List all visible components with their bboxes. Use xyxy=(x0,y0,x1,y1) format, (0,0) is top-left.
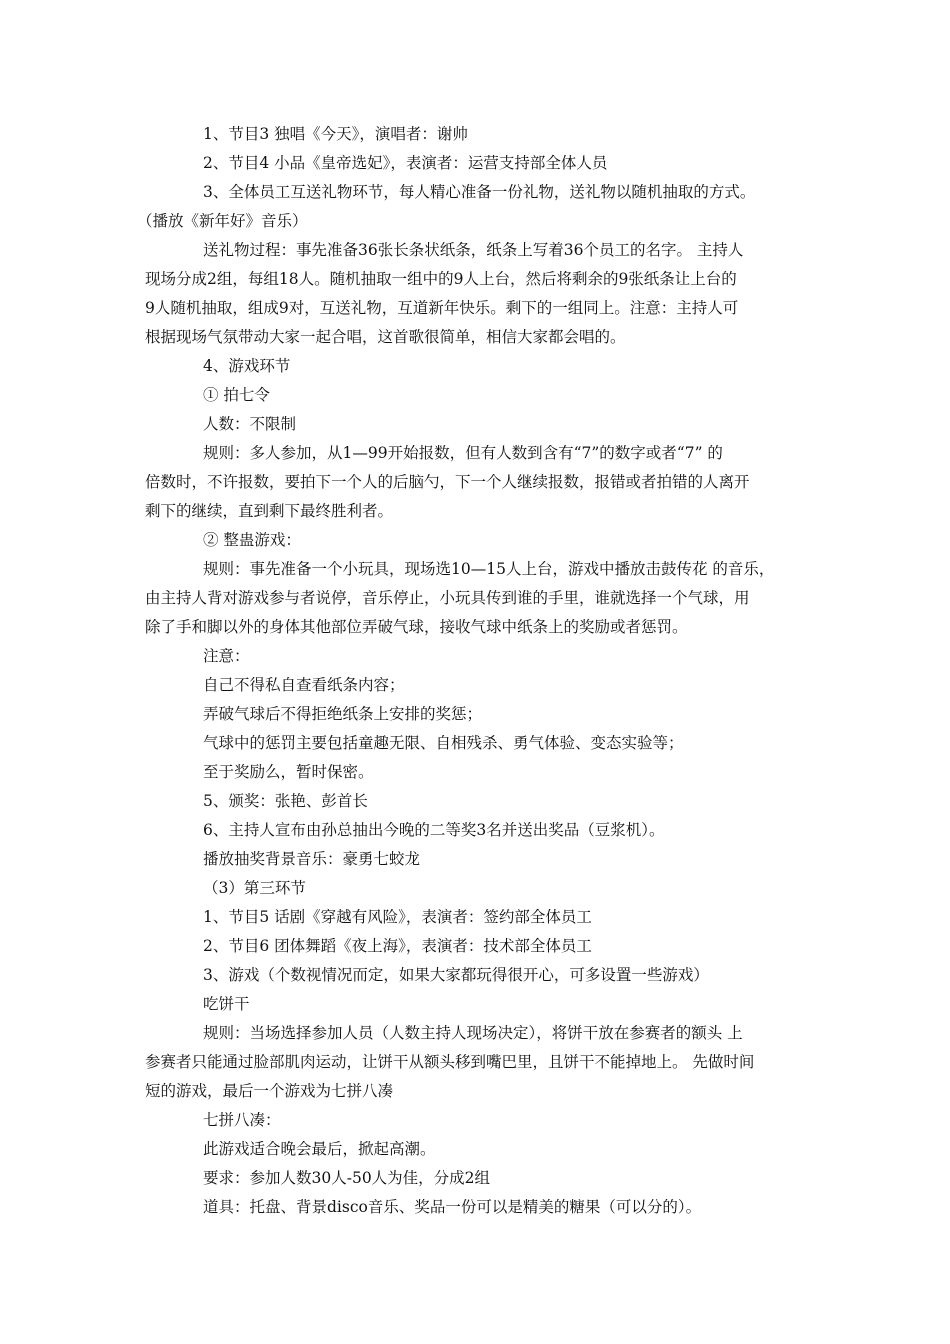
text-line: 吃饼干 xyxy=(203,995,250,1013)
text-line: 由主持人背对游戏参与者说停，音乐停止，小玩具传到谁的手里，谁就选择一个气球，用 xyxy=(145,589,750,607)
text-line: 倍数时，不许报数，要拍下一个人的后脑勺，下一个人继续报数，报错或者拍错的人离开 xyxy=(145,473,750,491)
text-line: 3、游戏（个数视情况而定，如果大家都玩得很开心，可多设置一些游戏） xyxy=(203,966,709,984)
text-line: 播放抽奖背景音乐：豪勇七蛟龙 xyxy=(203,850,421,868)
text-line: 道具：托盘、背景disco音乐、奖品一份可以是精美的糖果（可以分的）。 xyxy=(203,1198,702,1216)
text-line: 弄破气球后不得拒绝纸条上安排的奖惩； xyxy=(203,705,483,723)
text-line: ② 整蛊游戏： xyxy=(203,531,301,549)
text-line: 1、节目3 独唱《今天》，演唱者：谢帅 xyxy=(203,125,468,143)
text-line: 至于奖励么，暂时保密。 xyxy=(203,763,374,781)
text-line: 剩下的继续，直到剩下最终胜利者。 xyxy=(145,502,394,520)
text-line: 人数：不限制 xyxy=(203,415,297,433)
text-line: 5、颁奖：张艳、彭首长 xyxy=(203,792,368,810)
text-line: （播放《新年好》音乐） xyxy=(137,212,308,230)
text-line: 气球中的惩罚主要包括童趣无限、自相残杀、勇气体验、变态实验等； xyxy=(203,734,684,752)
text-line: 规则：多人参加，从1—99开始报数，但有人数到含有“7”的数字或者“7” 的 xyxy=(203,444,723,462)
text-line: 注意： xyxy=(203,647,250,665)
text-line: 规则：当场选择参加人员（人数主持人现场决定），将饼干放在参赛者的额头 上 xyxy=(203,1024,743,1042)
text-line: 现场分成2组，每组18人。随机抽取一组中的9人上台，然后将剩余的9张纸条让上台的 xyxy=(145,270,737,288)
text-line: 4、游戏环节 xyxy=(203,357,291,375)
text-line: 2、节目6 团体舞蹈《夜上海》，表演者：技术部全体员工 xyxy=(203,937,592,955)
text-line: 七拼八凑： xyxy=(203,1111,281,1129)
text-line: 根据现场气氛带动大家一起合唱，这首歌很简单，相信大家都会唱的。 xyxy=(145,328,626,346)
text-line: 3、全体员工互送礼物环节，每人精心准备一份礼物，送礼物以随机抽取的方式。 xyxy=(203,183,756,201)
text-line: ① 拍七令 xyxy=(203,386,270,404)
text-line: 自己不得私自查看纸条内容； xyxy=(203,676,405,694)
text-line: 9人随机抽取，组成9对，互送礼物，互道新年快乐。剩下的一组同上。注意：主持人可 xyxy=(145,299,739,317)
text-line: 1、节目5 话剧《穿越有风险》，表演者：签约部全体员工 xyxy=(203,908,592,926)
text-line: 6、主持人宣布由孙总抽出今晚的二等奖3名并送出奖品（豆浆机）。 xyxy=(203,821,665,839)
text-line: 规则：事先准备一个小玩具，现场选10—15人上台，游戏中播放击鼓传花 的音乐， xyxy=(203,560,775,578)
text-line: 除了手和脚以外的身体其他部位弄破气球，接收气球中纸条上的奖励或者惩罚。 xyxy=(145,618,688,636)
text-line: 参赛者只能通过脸部肌肉运动，让饼干从额头移到嘴巴里，且饼干不能掉地上。 先做时间 xyxy=(145,1053,755,1071)
text-line: 送礼物过程：事先准备36张长条状纸条，纸条上写着36个员工的名字。 主持人 xyxy=(203,241,744,259)
text-line: 此游戏适合晚会最后，掀起高潮。 xyxy=(203,1140,436,1158)
text-line: 要求：参加人数30人-50人为佳，分成2组 xyxy=(203,1169,491,1187)
text-line: （3）第三环节 xyxy=(203,879,306,897)
text-line: 2、节目4 小品《皇帝选妃》，表演者：运营支持部全体人员 xyxy=(203,154,608,172)
text-line: 短的游戏，最后一个游戏为七拼八凑 xyxy=(145,1082,394,1100)
